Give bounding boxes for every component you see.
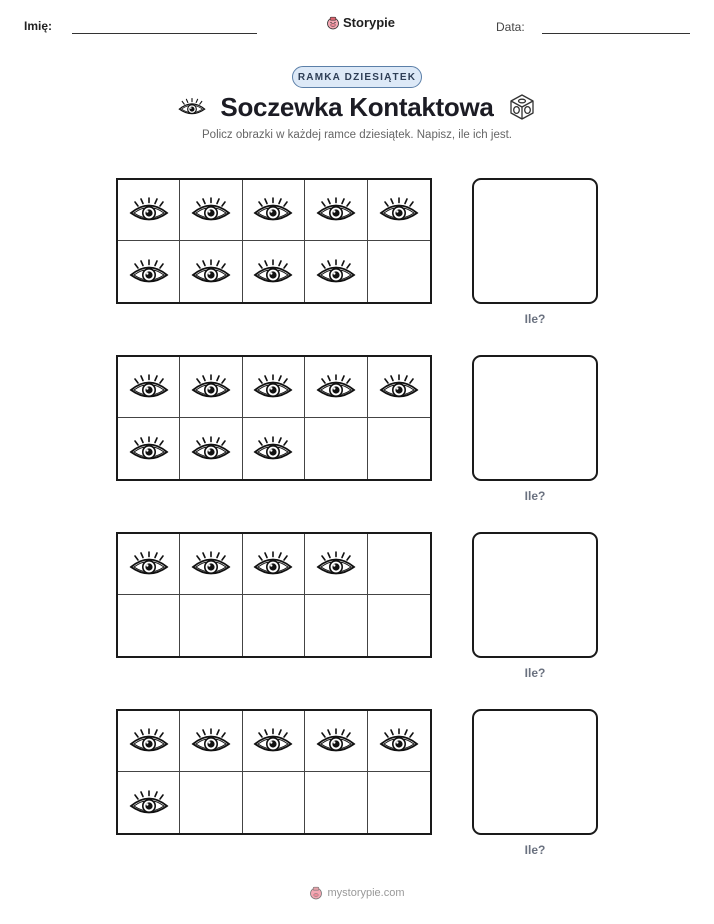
eye-icon bbox=[316, 257, 356, 287]
brand-name: Storypie bbox=[343, 15, 396, 30]
answer-box[interactable] bbox=[472, 178, 598, 304]
eye-icon bbox=[129, 726, 169, 756]
ten-frame bbox=[116, 355, 432, 481]
frame-cell bbox=[243, 772, 305, 833]
eye-icon bbox=[129, 434, 169, 464]
eye-icon bbox=[316, 549, 356, 579]
eye-icon bbox=[316, 372, 356, 402]
eye-icon bbox=[129, 195, 169, 225]
eye-icon bbox=[253, 257, 293, 287]
answer-label: Ile? bbox=[524, 489, 546, 503]
category-badge: RAMKA DZIESIĄTEK bbox=[292, 66, 422, 88]
frame-cell bbox=[368, 241, 430, 302]
answer-box[interactable] bbox=[472, 709, 598, 835]
frame-cell bbox=[305, 180, 367, 241]
eye-icon bbox=[379, 195, 419, 225]
pig-logo-icon bbox=[309, 886, 323, 900]
frame-cell bbox=[180, 711, 242, 772]
frame-cell bbox=[118, 595, 180, 656]
frame-cell bbox=[368, 595, 430, 656]
footer-url: mystorypie.com bbox=[327, 887, 405, 899]
footer bbox=[0, 886, 714, 900]
frame-cell bbox=[118, 418, 180, 479]
frame-cell bbox=[368, 772, 430, 833]
eye-icon bbox=[129, 788, 169, 818]
answer-label: Ile? bbox=[524, 312, 546, 326]
instructions: Policz obrazki w każdej ramce dziesiątek. Napisz, ile ich jest. bbox=[202, 129, 512, 141]
frame-cell bbox=[368, 180, 430, 241]
name-line[interactable] bbox=[72, 33, 257, 34]
frame-cell bbox=[180, 534, 242, 595]
frame-cell bbox=[305, 534, 367, 595]
frame-cell bbox=[118, 534, 180, 595]
answer-label: Ile? bbox=[524, 666, 546, 680]
frame-cell bbox=[118, 772, 180, 833]
eye-icon bbox=[129, 257, 169, 287]
frame-cell bbox=[368, 418, 430, 479]
answer-label: Ile? bbox=[524, 843, 546, 857]
answer-box[interactable] bbox=[472, 355, 598, 481]
eye-icon bbox=[129, 372, 169, 402]
frame-cell bbox=[243, 534, 305, 595]
frame-cell bbox=[118, 180, 180, 241]
frame-cell bbox=[243, 418, 305, 479]
eye-icon bbox=[316, 726, 356, 756]
frame-cell bbox=[305, 595, 367, 656]
eye-icon bbox=[191, 434, 231, 464]
pig-logo-icon bbox=[326, 16, 340, 30]
frame-cell bbox=[118, 241, 180, 302]
frame-cell bbox=[243, 357, 305, 418]
frame-cell bbox=[368, 534, 430, 595]
eye-icon bbox=[253, 372, 293, 402]
frame-cell bbox=[180, 595, 242, 656]
frame-cell bbox=[305, 241, 367, 302]
frame-cell bbox=[243, 595, 305, 656]
frame-cell bbox=[243, 711, 305, 772]
frame-cell bbox=[180, 241, 242, 302]
contact-lens-case-icon bbox=[508, 93, 536, 121]
date-label: Data: bbox=[496, 20, 525, 34]
ten-frame bbox=[116, 532, 432, 658]
answer-box[interactable] bbox=[472, 532, 598, 658]
frame-cell bbox=[305, 418, 367, 479]
frame-cell bbox=[368, 711, 430, 772]
frame-cell bbox=[118, 357, 180, 418]
frame-cell bbox=[243, 180, 305, 241]
eye-icon bbox=[316, 195, 356, 225]
eye-icon bbox=[253, 726, 293, 756]
eye-icon bbox=[191, 372, 231, 402]
ten-frame bbox=[116, 178, 432, 304]
frame-cell bbox=[368, 357, 430, 418]
frame-cell bbox=[305, 711, 367, 772]
frame-cell bbox=[180, 180, 242, 241]
eye-icon bbox=[129, 549, 169, 579]
frame-cell bbox=[180, 418, 242, 479]
eye-icon bbox=[191, 726, 231, 756]
eye-icon bbox=[191, 549, 231, 579]
eye-icon bbox=[253, 195, 293, 225]
frame-cell bbox=[180, 357, 242, 418]
eye-icon bbox=[253, 549, 293, 579]
eye-icon bbox=[379, 372, 419, 402]
eye-icon bbox=[191, 257, 231, 287]
frame-cell bbox=[180, 772, 242, 833]
name-label: Imię: bbox=[24, 19, 53, 33]
frame-cell bbox=[305, 772, 367, 833]
eye-icon bbox=[253, 434, 293, 464]
frame-cell bbox=[305, 357, 367, 418]
date-line[interactable] bbox=[542, 33, 690, 34]
frame-cell bbox=[243, 241, 305, 302]
brand-logo bbox=[326, 15, 395, 30]
page-title: Soczewka Kontaktowa bbox=[220, 92, 494, 122]
ten-frame bbox=[116, 709, 432, 835]
eye-icon bbox=[379, 726, 419, 756]
eye-icon bbox=[191, 195, 231, 225]
frame-cell bbox=[118, 711, 180, 772]
